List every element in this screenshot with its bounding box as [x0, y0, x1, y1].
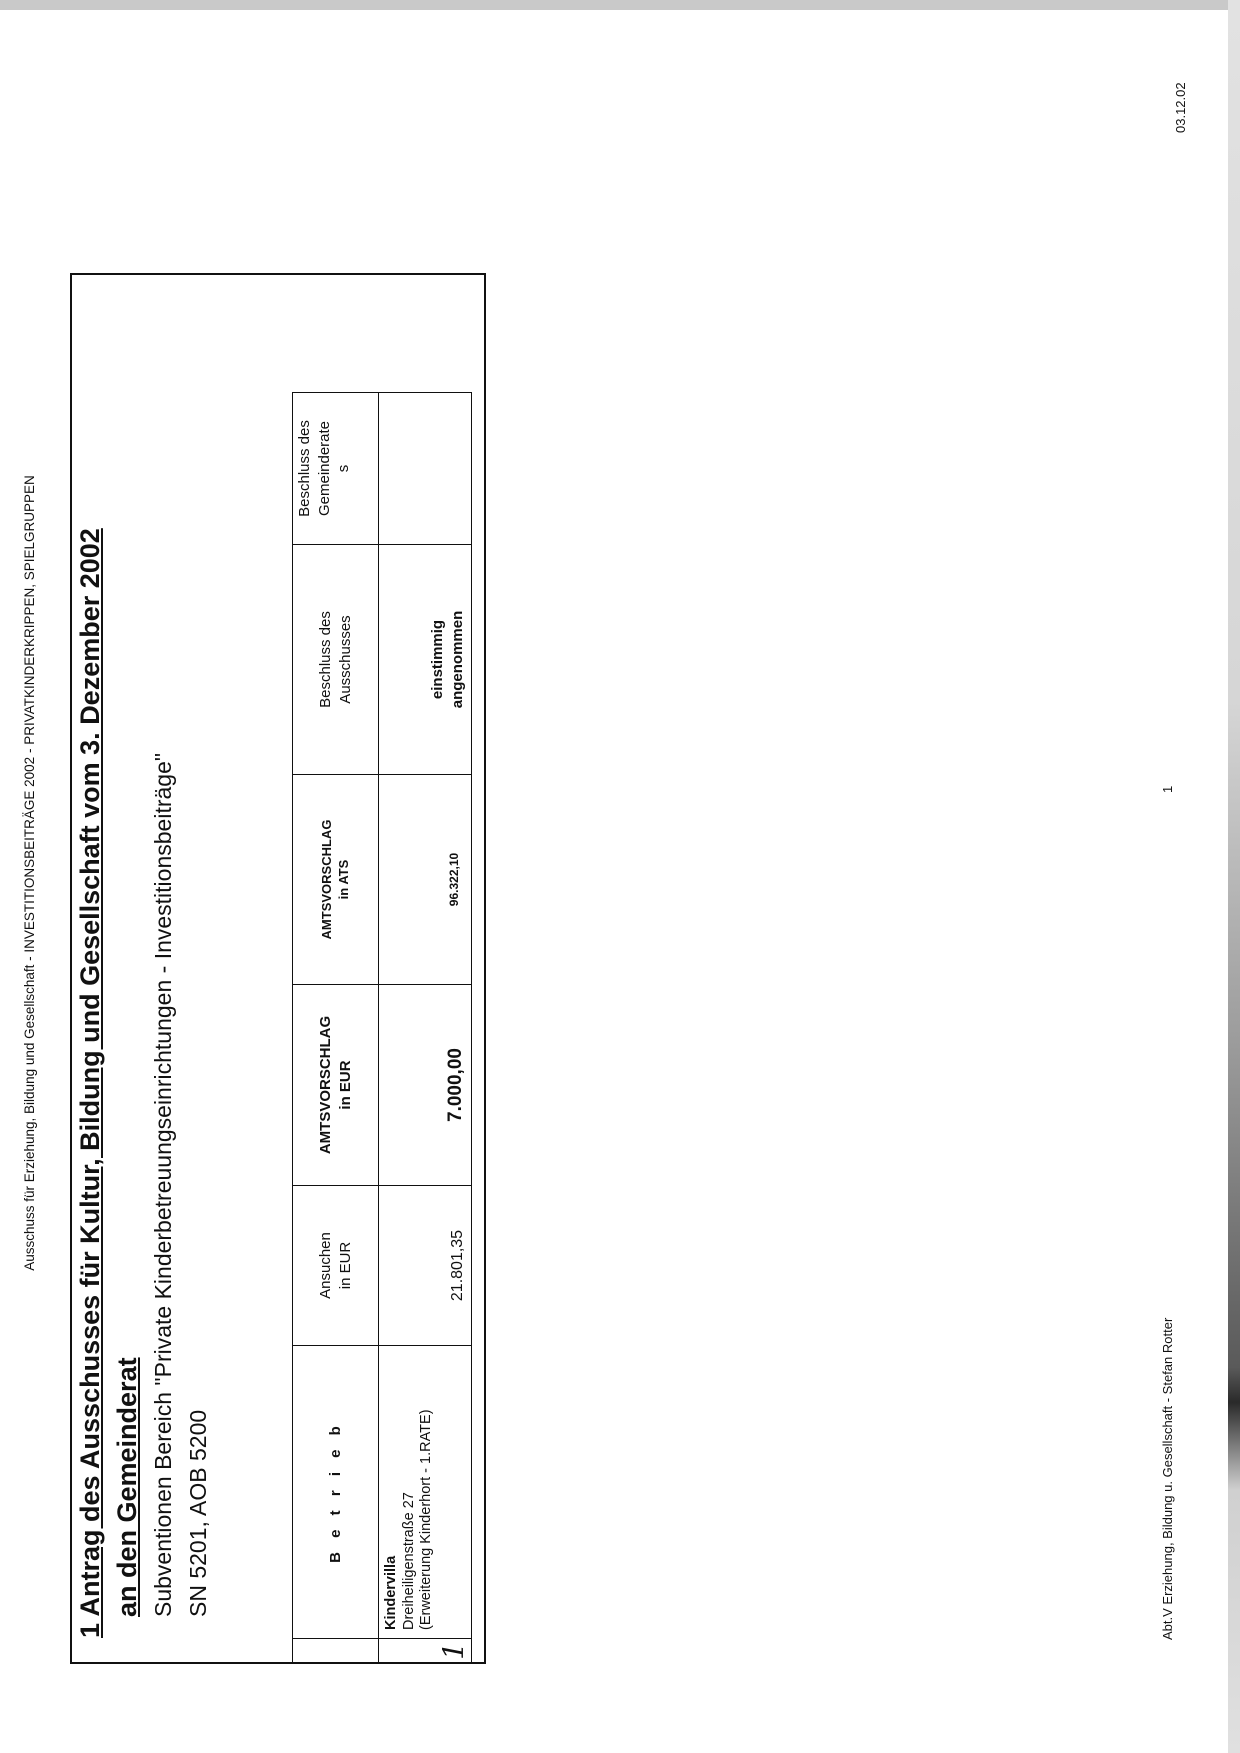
ausschuss-decision-line-2: angenommen [448, 610, 466, 709]
header-betrieb: B e t r i e b [293, 1346, 379, 1639]
header-number [293, 1639, 379, 1664]
page-header: Ausschuss für Erziehung, Bildung und Gesellschaft - INVESTITIONSBEITRÄGE 2002 - PRIVATKINDERKRIPPEN, SPIELGRUPPEN [22, 475, 37, 1271]
footer-date: 03.12.02 [1173, 82, 1188, 133]
row-marker-handwritten: 1 [437, 1642, 470, 1660]
header-ansuchen-line-2: in EUR [336, 1241, 354, 1290]
betrieb-name: Kindervilla [383, 1555, 399, 1630]
header-ansuchen [293, 1186, 379, 1346]
header-ausschuss-line-2: Ausschusses [336, 615, 354, 704]
betrieb-cell [379, 1346, 472, 1639]
header-gemeinderat-line-2: Gemeinderate [315, 420, 333, 517]
table-header-row [293, 393, 379, 1664]
row-marker [379, 1639, 472, 1664]
header-amtsvorschlag-eur-line-2: in EUR [336, 1060, 354, 1110]
amtsvorschlag-eur-value: 7.000,00 [379, 985, 472, 1186]
header-amtsvorschlag-eur [293, 985, 379, 1186]
gemeinderat-decision [379, 393, 472, 545]
subtitle-line-2: SN 5201, AOB 5200 [185, 1409, 211, 1617]
ausschuss-decision-line-1: einstimmig [429, 619, 446, 700]
subsidy-table [292, 392, 472, 1664]
header-gemeinderat-line-1: Beschluss des [296, 420, 313, 517]
amtsvorschlag-ats-value: 96.322,10 [379, 775, 472, 985]
header-gemeinderat-line-3: s [335, 464, 352, 473]
title-line-2: an den Gemeinderat [112, 1357, 142, 1617]
subtitle-line-1: Subventionen Bereich "Private Kinderbetreuungseinrichtungen - Investitionsbeiträge" [150, 752, 176, 1617]
table-row [379, 393, 472, 1664]
header-amtsvorschlag-ats-line-2: in ATS [335, 859, 351, 900]
header-ansuchen-line-1: Ansuchen [317, 1232, 334, 1299]
ansuchen-eur-value: 21.801,35 [379, 1186, 472, 1346]
header-amtsvorschlag-ats [293, 775, 379, 985]
footer-author: Abt.V Erziehung, Bildung u. Gesellschaft - Stefan Rotter [1160, 1317, 1175, 1640]
title-line-1: 1 Antrag des Ausschusses für Kultur, Bildung und Gesellschaft vom 3. Dezember 2002 [75, 528, 105, 1638]
betrieb-address: Dreiheiligenstraße 27 [400, 1492, 417, 1630]
betrieb-note: (Erweiterung Kinderhort - 1.RATE) [418, 1409, 435, 1630]
header-beschluss-gemeinderat [293, 393, 379, 545]
header-beschluss-ausschuss [293, 545, 379, 775]
header-ausschuss-line-1: Beschluss des [317, 611, 334, 708]
header-amtsvorschlag-eur-line-1: AMTSVORSCHLAG [317, 1015, 334, 1155]
page-number: 1 [1160, 785, 1175, 793]
header-amtsvorschlag-ats-line-1: AMTSVORSCHLAG [318, 819, 334, 940]
ausschuss-decision [379, 545, 472, 775]
